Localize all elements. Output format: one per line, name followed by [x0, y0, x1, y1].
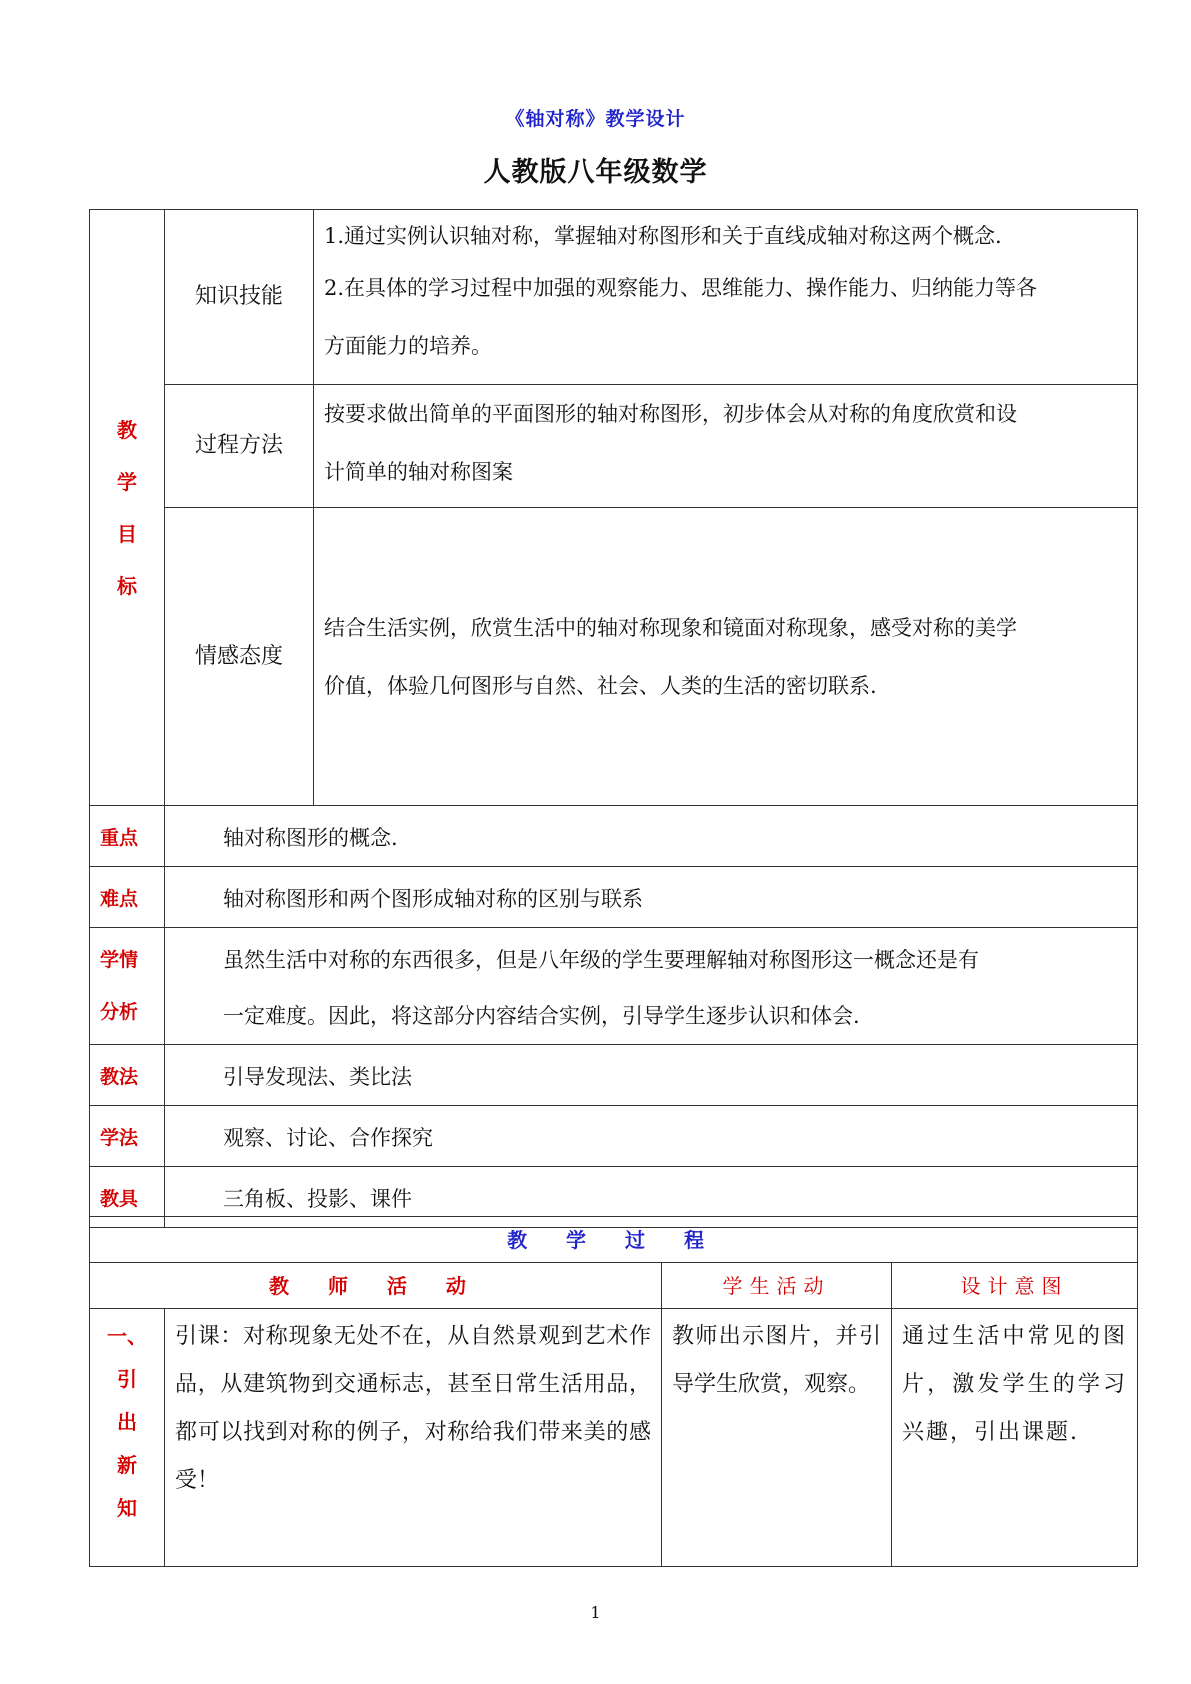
learning-method-label: 学法: [90, 1106, 165, 1167]
student-analysis-text: 虽然生活中对称的东西很多，但是八年级的学生要理解轴对称图形这一概念还是有 一定难度。因此，将这部分内容结合实例，引导学生逐步认识和体会.: [165, 928, 1138, 1045]
objective-label-process: 过程方法: [165, 385, 314, 508]
lesson-info-table: [89, 209, 1138, 1228]
process-title: 教 学 过 程: [90, 1217, 1138, 1263]
objective-text-knowledge: 1.通过实例认识轴对称，掌握轴对称图形和关于直线成轴对称这两个概念. 2.在具体的学习过程中加强的观察能力、思维能力、操作能力、归纳能力等各 方面能力的培养。: [314, 210, 1138, 385]
key-point-label: 重点: [90, 806, 165, 867]
design-intent-text: 通过生活中常见的图片，激发学生的学习兴趣，引出课题.: [892, 1309, 1138, 1567]
student-activity-text: 教师出示图片，并引导学生欣赏，观察。: [662, 1309, 892, 1567]
student-analysis-label: 学情 分析: [90, 928, 165, 1045]
student-activity-header: 学生活动: [662, 1263, 892, 1309]
objective-label-attitude: 情感态度: [165, 508, 314, 806]
difficulty-label: 难点: [90, 867, 165, 928]
objective-text-process: 按要求做出简单的平面图形的轴对称图形，初步体会从对称的角度欣赏和设 计简单的轴对称图案: [314, 385, 1138, 508]
teacher-activity-text: 引课：对称现象无处不在，从自然景观到艺术作品，从建筑物到交通标志，甚至日常生活用品，都可以找到对称的例子，对称给我们带来美的感受！: [165, 1309, 662, 1567]
learning-method-text: 观察、讨论、合作探究: [165, 1106, 1138, 1167]
teaching-method-label: 教法: [90, 1045, 165, 1106]
teaching-method-text: 引导发现法、类比法: [165, 1045, 1138, 1106]
objective-text-attitude: 结合生活实例，欣赏生活中的轴对称现象和镜面对称现象，感受对称的美学 价值，体验几何图形与自然、社会、人类的生活的密切联系.: [314, 508, 1138, 806]
step-label: 一、 引 出 新 知: [90, 1309, 165, 1567]
teacher-activity-header: 教 师 活 动: [90, 1263, 662, 1309]
design-intent-header: 设计意图: [892, 1263, 1138, 1309]
key-point-text: 轴对称图形的概念.: [165, 806, 1138, 867]
teaching-aids-text: 三角板、投影、课件: [165, 1167, 1138, 1228]
objective-label-knowledge: 知识技能: [165, 210, 314, 385]
document-subtitle: 人教版八年级数学: [483, 157, 708, 188]
difficulty-text: 轴对称图形和两个图形成轴对称的区别与联系: [165, 867, 1138, 928]
teaching-aids-label: 教具: [90, 1167, 165, 1228]
document-title: 《轴对称》教学设计: [505, 108, 686, 130]
teaching-process-table: [89, 1216, 1138, 1567]
objectives-group-label: 教 学 目 标: [90, 210, 165, 806]
page-number: 1: [590, 1603, 601, 1622]
